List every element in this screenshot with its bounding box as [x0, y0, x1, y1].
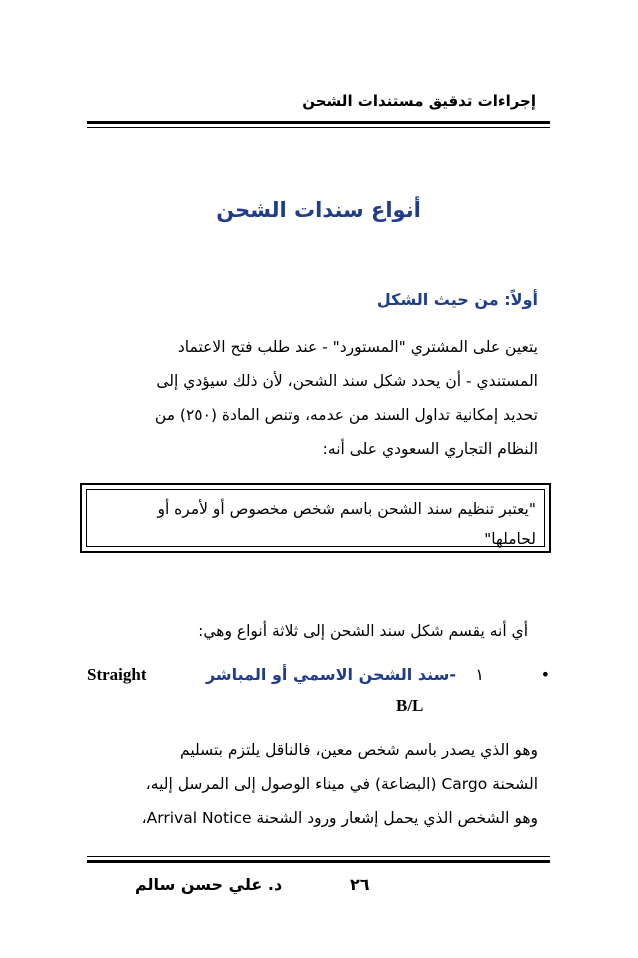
quote-line: "يعتبر تنظيم سند الشحن باسم شخص مخصوص أو لأمره أو [157, 500, 536, 518]
header-rule-thin [87, 127, 550, 128]
page-number: ٢٦ [350, 875, 370, 894]
paragraph-line: وهو الذي يصدر باسم شخص معين، فالناقل يلتزم بتسليم [180, 741, 538, 759]
bullet-icon: • [540, 665, 550, 684]
footer-rule-thick [87, 860, 550, 863]
bullet-number: ١ [475, 665, 484, 684]
paragraph-line: تحديد إمكانية تداول السند من عدمه، وتنص المادة (٢٥٠) من [154, 406, 538, 424]
quote-box [80, 483, 551, 553]
bullet-dash: - [449, 665, 456, 684]
body-paragraph-1 [87, 330, 538, 466]
bullet-english-abbrev: B/L [396, 696, 424, 715]
bullet-item [87, 665, 550, 691]
types-intro: أي أنه يقسم شكل سند الشحن إلى ثلاثة أنواع وهي: [198, 622, 528, 640]
author-name: د. علي حسن سالم [135, 875, 283, 894]
paragraph-line: يتعين على المشتري "المستورد" - عند طلب فتح الاعتماد [177, 338, 538, 356]
paragraph-line: المستندي - أن يحدد شكل سند الشحن، لأن ذلك سيؤدي إلى [156, 372, 538, 390]
footer-rule-thin [87, 856, 550, 857]
bullet-title-text: سند الشحن الاسمي أو المباشر [205, 665, 450, 684]
body-paragraph-2 [87, 733, 538, 835]
running-header: إجراءات تدقيق مستندات الشحن [302, 92, 536, 110]
bullet-title [206, 665, 456, 684]
quote-line: لحاملها" [484, 530, 536, 548]
paragraph-line: النظام التجاري السعودي على أنه: [322, 440, 538, 458]
section-heading: أولاً: من حيث الشكل [376, 290, 538, 309]
bullet-english-term: Straight [87, 665, 147, 684]
quote-text [86, 489, 545, 547]
paragraph-line: الشحنة Cargo (البضاعة) في ميناء الوصول إلى المرسل إليه، [145, 775, 538, 793]
paragraph-line: وهو الشخص الذي يحمل إشعار ورود الشحنة Arrival Notice، [141, 809, 538, 827]
header-rule-thick [87, 121, 550, 124]
page-title: أنواع سندات الشحن [216, 198, 421, 222]
